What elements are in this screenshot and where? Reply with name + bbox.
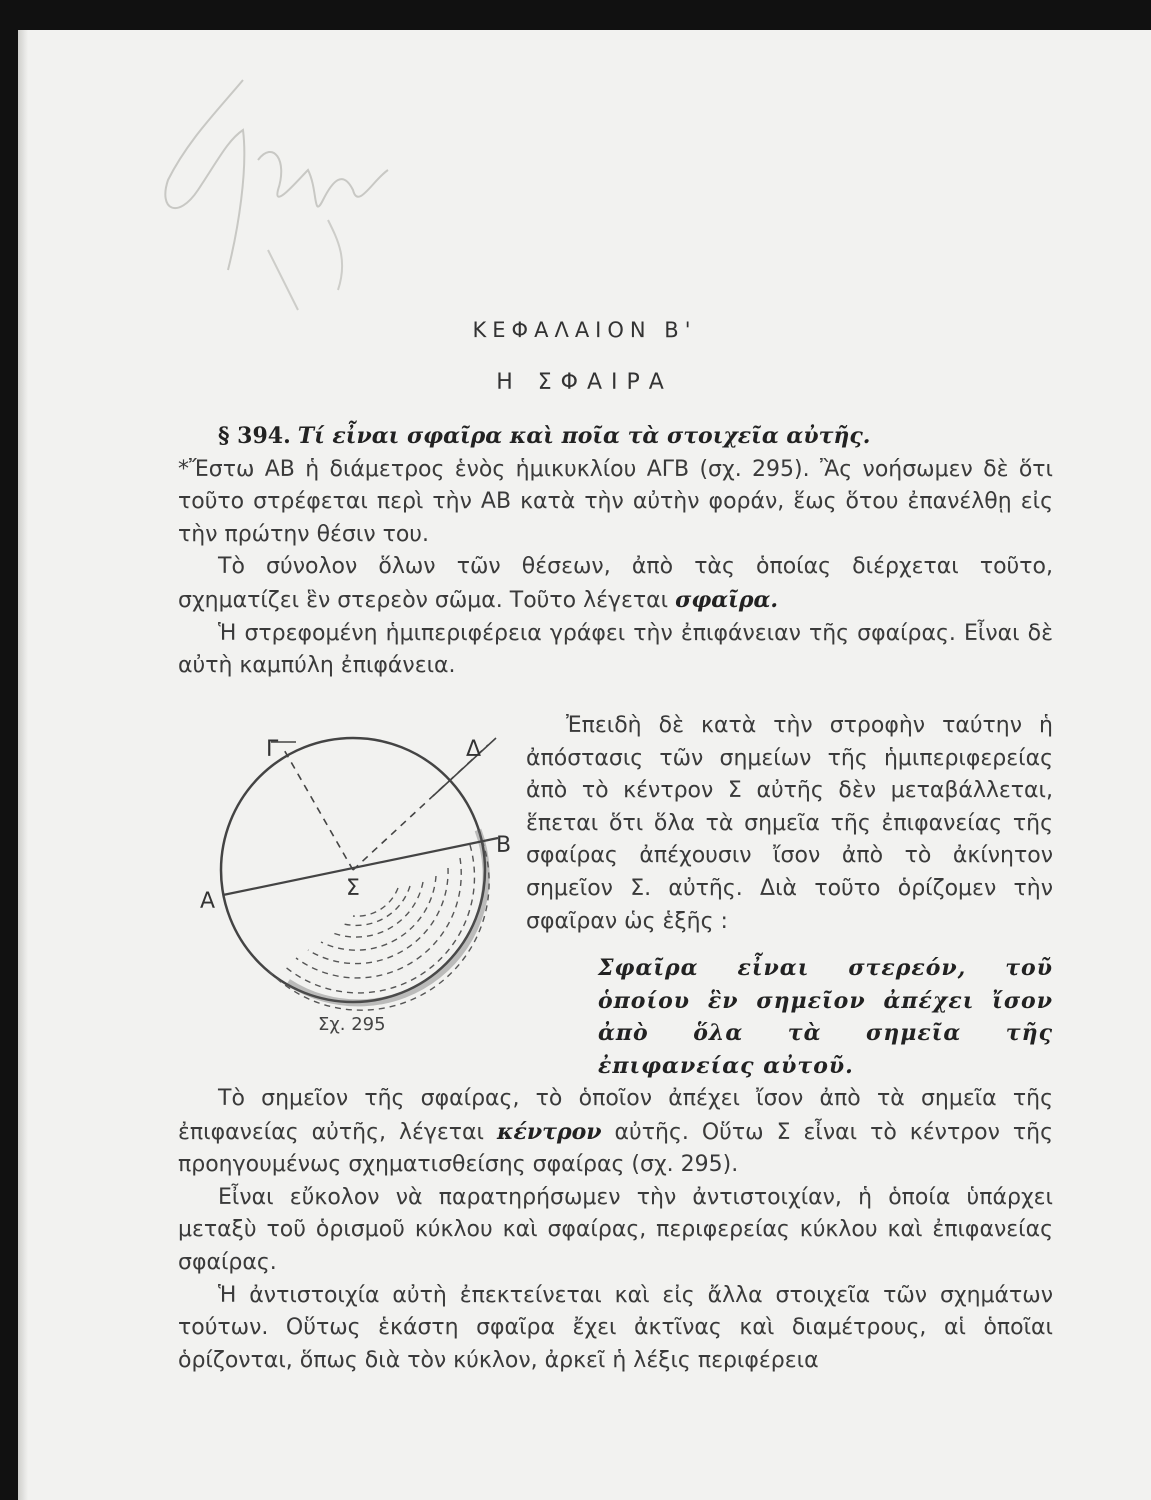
paragraph-5-a: Τὸ σημεῖον τῆς σφαίρας, τὸ ὁποῖον ἀπέχει ἴσον ἀπὸ τὰ σημεῖα τῆς ἐπιφανείας αὐτῆς, λέγεται [178, 1086, 1053, 1145]
diameter-AB [223, 838, 498, 895]
figure-caption: Σχ. 295 [318, 1014, 386, 1035]
definition: Σφαῖρα εἶναι στερεόν, τοῦ ὁποίου ἓν σημεῖον ἀπέχει ἴσον ἀπὸ ὅλα τὰ σημεῖα τῆς ἐπιφανείας αὐτοῦ. [598, 955, 1053, 1079]
paragraph-3: Ἡ στρεφομένη ἡμιπεριφέρεια γράφει τὴν ἐπιφάνειαν τῆς σφαίρας. Εἶναι δὲ αὐτὴ καμπύλη ἐπιφάνεια. [178, 620, 1053, 679]
paragraph-1: *Ἔστω ΑΒ ἡ διάμετρος ἑνὸς ἡμικυκλίου ΑΓΒ (σχ. 295). Ἂς νοήσωμεν δὲ ὅτι τοῦτο στρέφεται περὶ τὴν ΑΒ κατὰ τὴν αὐτὴν φοράν, ἕως ὅτου ἐπανέλθῃ εἰς τὴν πρώτην θέσιν του. [178, 456, 1053, 547]
term-center: κέντρον [497, 1118, 602, 1145]
paragraph-2-text: Τὸ σύνολον ὅλων τῶν θέσεων, ἀπὸ τὰς ὁποίας διέρχεται τοῦτο, σχηματίζει ἓν στερεὸν σῶμα. Τοῦτο λέγεται [178, 554, 1053, 613]
book-page [18, 30, 1151, 1500]
section-number: § 394. [218, 423, 291, 449]
handwritten-signature [148, 70, 418, 320]
paragraph-2 [178, 551, 1053, 617]
section-heading: Η ΣΦΑΙΡΑ [496, 370, 673, 395]
point-D-label: Δ [466, 737, 482, 762]
section-title-line [178, 420, 1053, 454]
text-block-intro [178, 420, 1053, 683]
text-block-definition [178, 952, 1053, 1082]
paragraph-5-b: αὐτῆς. Οὕτω Σ εἶναι τὸ κέντρον τῆς προηγουμένως σχηματισθείσης σφαίρας (σχ. 295). [178, 1119, 1054, 1178]
page-edge-shadow [18, 30, 28, 1500]
center-S-label: Σ [346, 876, 360, 901]
term-sphere: σφαῖρα. [675, 586, 779, 613]
chapter-title: ΚΕΦΑΛΑΙΟΝ Β' [472, 318, 697, 342]
paragraph-7: Ἡ ἀντιστοιχία αὐτὴ ἐπεκτείνεται καὶ εἰς ἄλλα στοιχεῖα τῶν σχημάτων τούτων. Οὕτως ἑκάστη σφαῖρα ἔχει ἀκτῖνας καὶ διαμέτρους, αἱ ὁποῖαι ὁρίζονται, ὅπως διὰ τὸν κύκλον, ἀρκεῖ ἡ λέξις περιφέρεια [178, 1282, 1053, 1373]
paragraph-4: Ἐπειδὴ δὲ κατὰ τὴν στροφὴν ταύτην ἡ ἀπόστασις τῶν σημείων τῆς ἡμιπεριφερείας ἀπὸ τὸ κέντρον Σ αὐτῆς δὲν μεταβάλλεται, ἕπεται ὅτι ὅλα τὰ σημεῖα τῆς ἐπιφανείας τῆς σφαίρας ἀπέχουσιν ἴσον ἀπὸ τὸ ἀκίνητον σημεῖον Σ. αὐτῆς. Διὰ τοῦτο ὁρίζομεν τὴν σφαῖραν ὡς ἑξῆς : [526, 713, 1053, 934]
text-block-closing [178, 1083, 1053, 1377]
point-A-label: Α [200, 889, 216, 914]
radius-SG [283, 748, 353, 870]
point-G-label: Γ [266, 737, 279, 762]
point-B-label: Β [496, 833, 512, 858]
paragraph-5 [178, 1083, 1053, 1182]
radius-SD-solid [433, 738, 496, 796]
text-beside-figure [526, 710, 1053, 938]
section-title: Τί εἶναι σφαῖρα καὶ ποῖα τὰ στοιχεῖα αὐτῆς. [297, 423, 871, 449]
paragraph-6: Εἶναι εὔκολον νὰ παρατηρήσωμεν τὴν ἀντιστοιχίαν, ἡ ὁποία ὑπάρχει μεταξὺ τοῦ ὁρισμοῦ κύκλου καὶ σφαίρας, περιφερείας κύκλου καὶ ἐπιφανείας σφαίρας. [178, 1184, 1053, 1275]
